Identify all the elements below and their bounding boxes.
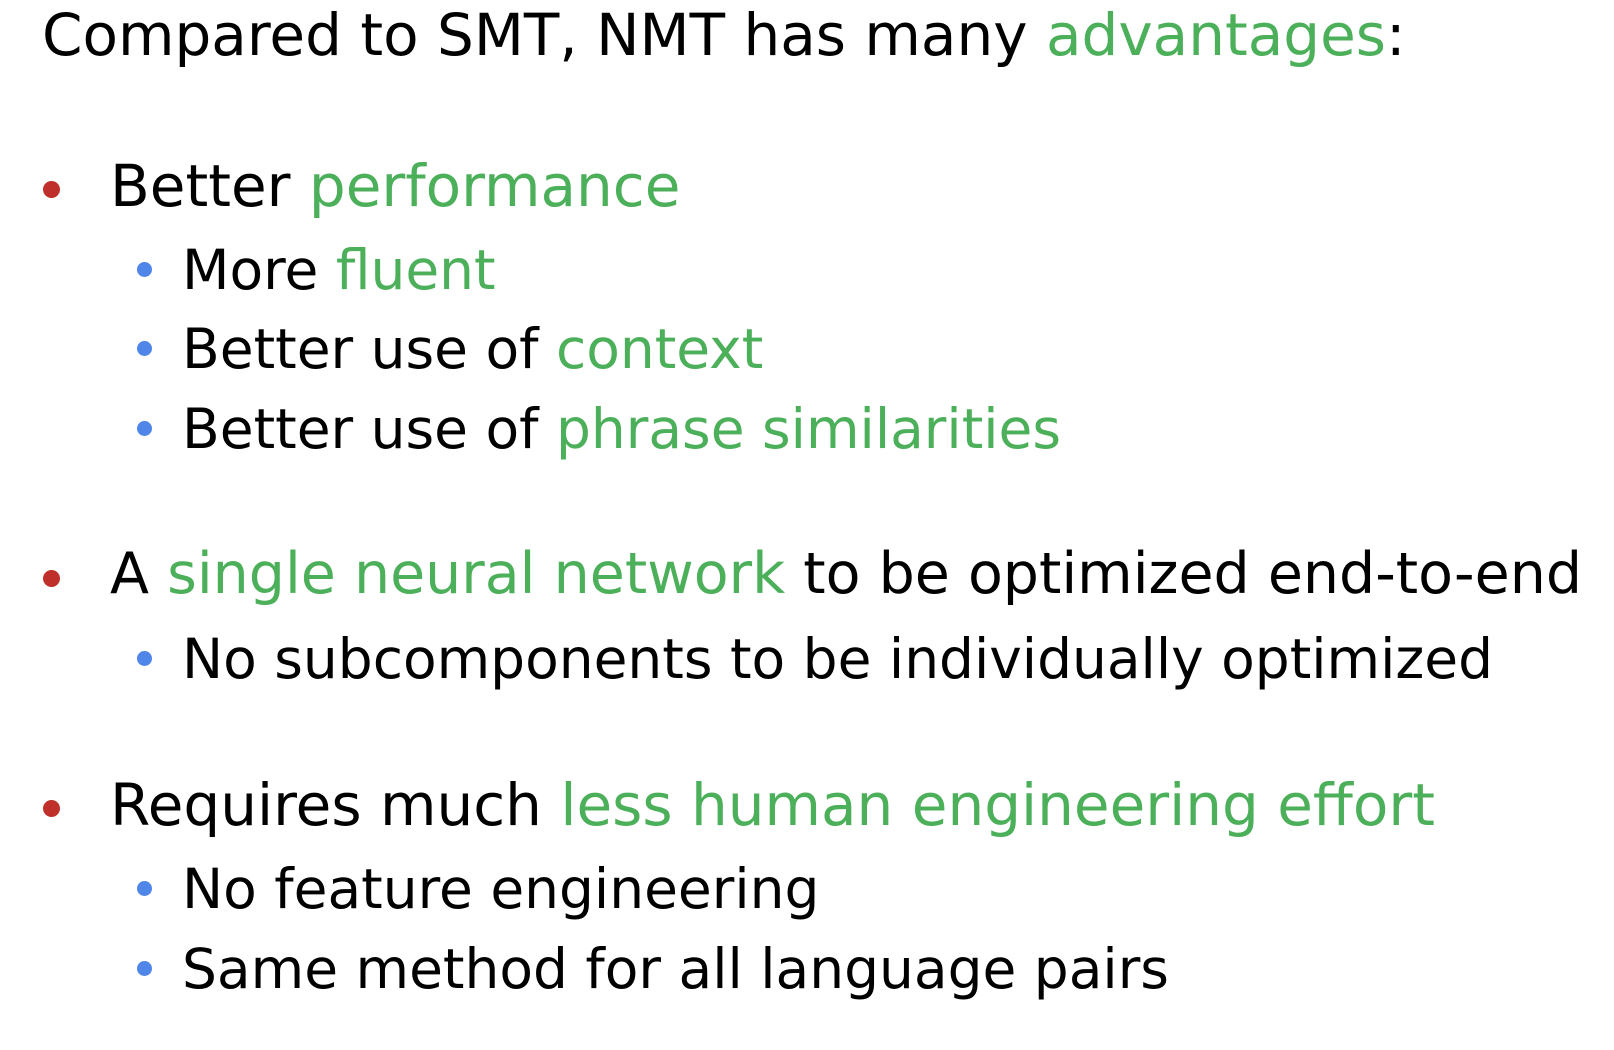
list-item: No feature engineering (182, 857, 820, 921)
group-heading: A single neural network to be optimized end-to-end (110, 541, 1582, 607)
intro-highlight: advantages (1045, 1, 1386, 69)
bullet-level1-icon (43, 181, 60, 198)
list-item: Better use of phrase similarities (182, 397, 1062, 461)
bullet-level2-icon (137, 421, 152, 436)
intro-prefix: Compared to SMT, NMT has many (42, 1, 1046, 69)
bullet-level1-icon (43, 800, 60, 817)
bullet-level2-icon (137, 651, 152, 666)
intro-text (42, 1, 1406, 69)
intro-suffix: : (1385, 1, 1406, 69)
list-item: Same method for all language pairs (182, 937, 1169, 1001)
bullet-level2-icon (137, 262, 152, 277)
bullet-level2-icon (137, 341, 152, 356)
bullet-level1-icon (43, 570, 60, 587)
group-heading: Better performance (110, 152, 681, 220)
bullet-level2-icon (137, 961, 152, 976)
list-item: No subcomponents to be individually optimized (182, 627, 1494, 691)
list-item: Better use of context (182, 317, 764, 381)
list-item: More fluent (182, 238, 496, 302)
bullet-level2-icon (137, 881, 152, 896)
group-heading: Requires much less human engineering effort (110, 771, 1435, 839)
